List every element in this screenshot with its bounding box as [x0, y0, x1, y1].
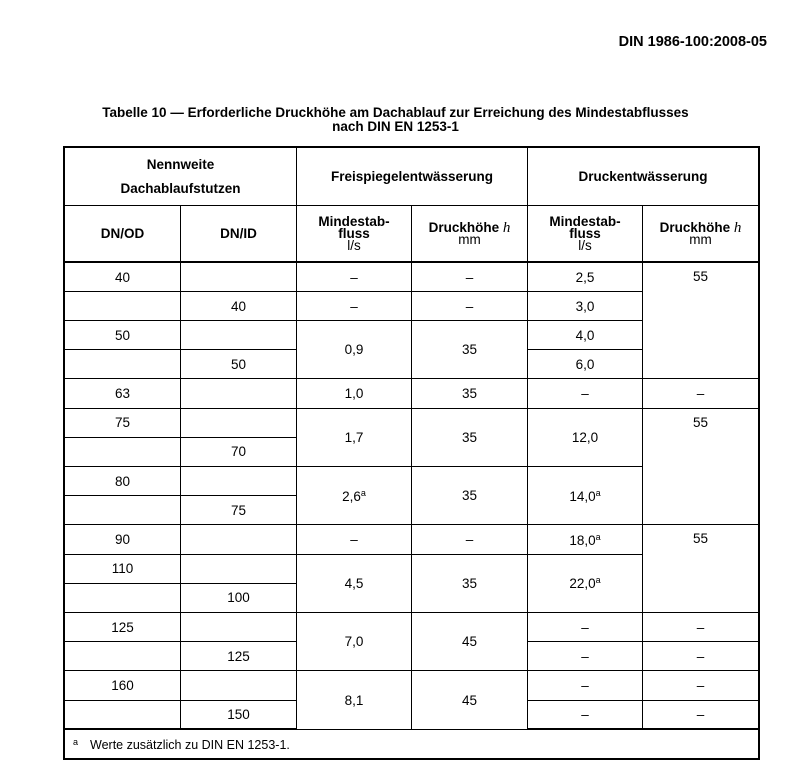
- cell-pressure-flow: –: [528, 700, 643, 729]
- cell-dn-id: [181, 379, 297, 408]
- footnote-marker: a: [595, 487, 601, 498]
- table-row: [65, 671, 759, 700]
- header-head-label: Druckhöhe: [659, 219, 731, 235]
- data-table: [64, 147, 759, 759]
- document-id: DIN 1986-100:2008-05: [618, 34, 767, 50]
- header-nominal-line1: Nennweite: [146, 157, 215, 173]
- cell-dn-id: 70: [181, 437, 297, 466]
- cell-pressure-flow: 6,0: [528, 350, 643, 379]
- cell-dn-id: 100: [181, 583, 297, 612]
- header-min-flow-line1: Mindestab-: [549, 213, 621, 229]
- cell-pressure-head: –: [643, 642, 759, 671]
- cell-free-head: –: [412, 291, 528, 320]
- caption-line-1: Tabelle 10 — Erforderliche Druckhöhe am Dachablauf zur Erreichung des Mindestabflusses: [102, 105, 689, 120]
- cell-dn-od: 63: [65, 379, 181, 408]
- header-pressure-min-flow: [528, 206, 643, 262]
- footnote-marker: a: [595, 575, 601, 586]
- table-caption: [0, 106, 791, 134]
- pressure-flow-value: 14,0: [569, 488, 596, 504]
- cell-dn-id: [181, 671, 297, 700]
- cell-dn-od: 160: [65, 671, 181, 700]
- cell-dn-od: 110: [65, 554, 181, 583]
- cell-free-head: 35: [412, 467, 528, 525]
- cell-free-flow: [297, 467, 412, 525]
- header-head-symbol: h: [502, 219, 511, 236]
- cell-dn-id: 40: [181, 291, 297, 320]
- cell-dn-od: 125: [65, 612, 181, 641]
- header-min-flow-line2: fluss: [338, 225, 370, 241]
- cell-pressure-flow: 3,0: [528, 291, 643, 320]
- cell-dn-od: [65, 291, 181, 320]
- cell-pressure-flow: –: [528, 671, 643, 700]
- cell-pressure-head: 55: [643, 525, 759, 613]
- table-row: [65, 612, 759, 641]
- cell-dn-od: 50: [65, 321, 181, 350]
- cell-dn-od: 90: [65, 525, 181, 554]
- cell-pressure-head: –: [643, 612, 759, 641]
- cell-free-head: –: [412, 262, 528, 291]
- cell-free-head: 35: [412, 408, 528, 466]
- footnote-marker: a: [73, 736, 79, 747]
- cell-dn-od: [65, 583, 181, 612]
- cell-pressure-flow: 4,0: [528, 321, 643, 350]
- header-pressure-head: [643, 206, 759, 262]
- cell-dn-id: [181, 554, 297, 583]
- cell-pressure-flow: 2,5: [528, 262, 643, 291]
- header-nominal-size: [65, 148, 297, 206]
- cell-free-flow: –: [297, 291, 412, 320]
- cell-dn-id: 50: [181, 350, 297, 379]
- table-row: [65, 525, 759, 554]
- cell-free-head: 35: [412, 379, 528, 408]
- cell-free-flow: 1,7: [297, 408, 412, 466]
- cell-pressure-flow: –: [528, 379, 643, 408]
- cell-dn-od: 80: [65, 467, 181, 496]
- cell-dn-id: 75: [181, 496, 297, 525]
- cell-free-flow: –: [297, 262, 412, 291]
- cell-dn-od: [65, 700, 181, 729]
- cell-free-flow: 1,0: [297, 379, 412, 408]
- cell-free-head: –: [412, 525, 528, 554]
- cell-dn-id: 150: [181, 700, 297, 729]
- cell-free-head: 45: [412, 612, 528, 670]
- cell-pressure-flow: [528, 467, 643, 525]
- cell-dn-od: [65, 642, 181, 671]
- header-free-surface: Freispiegelentwässerung: [297, 148, 528, 206]
- cell-dn-od: [65, 437, 181, 466]
- header-min-flow-line2: fluss: [569, 225, 601, 241]
- cell-free-head: 35: [412, 321, 528, 379]
- cell-free-flow: 4,5: [297, 554, 412, 612]
- cell-dn-od: [65, 350, 181, 379]
- table-row: [65, 408, 759, 437]
- cell-dn-id: [181, 525, 297, 554]
- cell-dn-id: [181, 612, 297, 641]
- cell-dn-od: 40: [65, 262, 181, 291]
- header-free-head: [412, 206, 528, 262]
- cell-free-head: 45: [412, 671, 528, 729]
- free-flow-value: 2,6: [342, 488, 361, 504]
- cell-free-flow: 8,1: [297, 671, 412, 729]
- cell-pressure-head: –: [643, 671, 759, 700]
- header-nominal-line2: Dachablaufstutzen: [120, 181, 241, 197]
- cell-dn-id: [181, 321, 297, 350]
- header-head-symbol: h: [733, 219, 742, 236]
- footnote-marker: a: [595, 531, 601, 542]
- header-head-unit: mm: [458, 231, 481, 247]
- footnote-cell: [65, 729, 759, 758]
- cell-pressure-flow: [528, 554, 643, 612]
- header-min-flow-unit: l/s: [347, 237, 361, 253]
- cell-dn-id: [181, 408, 297, 437]
- header-free-min-flow: [297, 206, 412, 262]
- cell-free-flow: 0,9: [297, 321, 412, 379]
- cell-pressure-flow: –: [528, 642, 643, 671]
- cell-free-head: 35: [412, 554, 528, 612]
- cell-pressure-head: –: [643, 379, 759, 408]
- cell-dn-od: [65, 496, 181, 525]
- footnote-text: Werte zusätzlich zu DIN EN 1253-1.: [90, 737, 290, 752]
- cell-pressure-head: 55: [643, 408, 759, 525]
- header-head-label: Druckhöhe: [428, 219, 500, 235]
- cell-dn-id: [181, 262, 297, 291]
- cell-free-flow: –: [297, 525, 412, 554]
- header-min-flow-line1: Mindestab-: [318, 213, 390, 229]
- cell-pressure-flow: [528, 525, 643, 554]
- footnote-row: [65, 729, 759, 758]
- header-dn-id: DN/ID: [181, 206, 297, 262]
- header-dn-od: DN/OD: [65, 206, 181, 262]
- cell-dn-od: 75: [65, 408, 181, 437]
- table-row: [65, 379, 759, 408]
- cell-pressure-flow: –: [528, 612, 643, 641]
- table-row: [65, 262, 759, 291]
- header-head-unit: mm: [689, 231, 712, 247]
- pressure-flow-value: 22,0: [569, 576, 596, 592]
- footnote-marker: a: [360, 487, 366, 498]
- cell-free-flow: 7,0: [297, 612, 412, 670]
- header-pressure: Druckentwässerung: [528, 148, 759, 206]
- cell-dn-id: 125: [181, 642, 297, 671]
- caption-line-2: nach DIN EN 1253-1: [332, 119, 459, 134]
- cell-pressure-head: –: [643, 700, 759, 729]
- header-min-flow-unit: l/s: [578, 237, 592, 253]
- cell-dn-id: [181, 467, 297, 496]
- cell-pressure-flow: 12,0: [528, 408, 643, 466]
- cell-pressure-head: 55: [643, 262, 759, 379]
- pressure-flow-value: 18,0: [569, 532, 596, 548]
